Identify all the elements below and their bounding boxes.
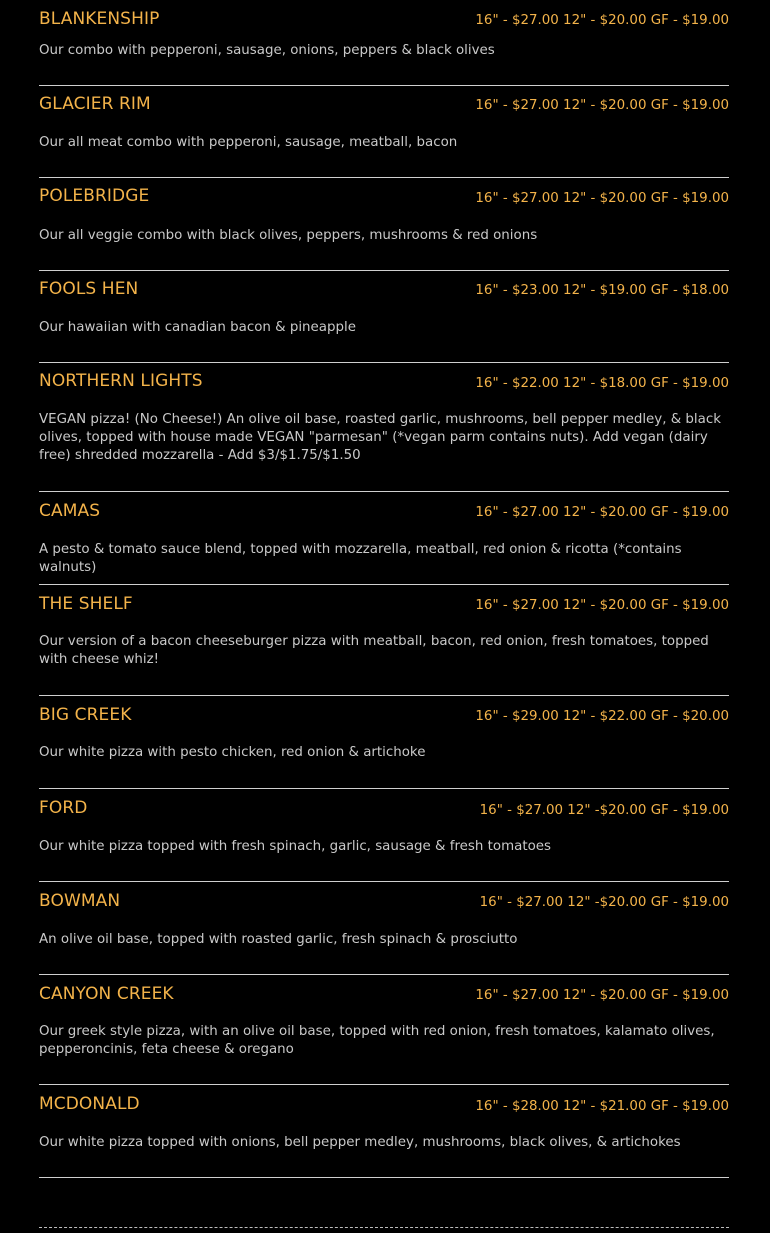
pizza-description: Our all meat combo with pepperoni, sausage, meatball, bacon — [39, 135, 458, 150]
menu-item — [39, 1085, 729, 1178]
pizza-price: 16" - $27.00 12" - $20.00 GF - $19.00 — [475, 598, 729, 613]
pizza-name: CANYON CREEK — [39, 984, 174, 1004]
pizza-description: Our all veggie combo with black olives, peppers, mushrooms & red onions — [39, 228, 538, 243]
pizza-price: 16" - $29.00 12" - $22.00 GF - $20.00 — [475, 709, 729, 724]
pizza-price: 16" - $23.00 12" - $19.00 GF - $18.00 — [475, 283, 729, 298]
pizza-name: BOWMAN — [39, 891, 121, 911]
menu-item — [39, 492, 729, 585]
pizza-price: 16" - $27.00 12" - $20.00 GF - $19.00 — [475, 988, 729, 1003]
pizza-name: THE SHELF — [39, 594, 133, 614]
menu-item — [39, 271, 729, 363]
pizza-name: CAMAS — [39, 501, 101, 521]
pizza-name: GLACIER RIM — [39, 94, 151, 114]
menu-item — [39, 789, 729, 882]
pizza-price: 16" - $27.00 12" -$20.00 GF - $19.00 — [479, 895, 729, 910]
menu-item — [39, 696, 729, 789]
menu-item — [39, 0, 729, 86]
pizza-description: Our white pizza topped with fresh spinach, garlic, sausage & fresh tomatoes — [39, 839, 551, 854]
pizza-price: 16" - $27.00 12" - $20.00 GF - $19.00 — [475, 191, 729, 206]
pizza-name: MCDONALD — [39, 1094, 140, 1114]
pizza-description: Our greek style pizza, with an olive oil base, topped with red onion, fresh tomatoes, kalamato olives, pepperoncinis, feta cheese & oregano — [39, 1024, 715, 1057]
pizza-name: FORD — [39, 798, 88, 818]
menu-item — [39, 882, 729, 975]
pizza-description: An olive oil base, topped with roasted garlic, fresh spinach & prosciutto — [39, 932, 518, 947]
menu-item — [39, 363, 729, 492]
menu-item — [39, 178, 729, 271]
pizza-menu — [39, 0, 729, 1178]
pizza-description: Our hawaiian with canadian bacon & pineapple — [39, 320, 356, 335]
menu-item — [39, 86, 729, 178]
pizza-description: A pesto & tomato sauce blend, topped with mozzarella, meatball, red onion & ricotta (*contains walnuts) — [39, 542, 682, 575]
pizza-description: Our white pizza topped with onions, bell pepper medley, mushrooms, black olives, & artichokes — [39, 1135, 681, 1150]
menu-item — [39, 585, 729, 696]
pizza-price: 16" - $28.00 12" - $21.00 GF - $19.00 — [475, 1099, 729, 1114]
pizza-description: Our combo with pepperoni, sausage, onions, peppers & black olives — [39, 43, 495, 58]
pizza-name: NORTHERN LIGHTS — [39, 371, 203, 391]
pizza-description: Our white pizza with pesto chicken, red onion & artichoke — [39, 745, 426, 760]
pizza-price: 16" - $27.00 12" -$20.00 GF - $19.00 — [479, 803, 729, 818]
menu-item — [39, 975, 729, 1085]
menu-section-divider — [39, 1227, 729, 1228]
pizza-description: VEGAN pizza! (No Cheese!) An olive oil base, roasted garlic, mushrooms, bell pepper medley, & black olives, topped with house made VEGAN "parmesan" (*vegan parm contains nuts). Add vegan (dairy free) shredded mozzarella - Add $3/$1.75/$1.50 — [39, 412, 721, 463]
pizza-name: POLEBRIDGE — [39, 186, 150, 206]
pizza-description: Our version of a bacon cheeseburger pizza with meatball, bacon, red onion, fresh tomatoes, topped with cheese whiz! — [39, 634, 709, 667]
pizza-price: 16" - $22.00 12" - $18.00 GF - $19.00 — [475, 376, 729, 391]
pizza-name: BLANKENSHIP — [39, 9, 160, 29]
pizza-name: FOOLS HEN — [39, 279, 139, 299]
pizza-price: 16" - $27.00 12" - $20.00 GF - $19.00 — [475, 98, 729, 113]
pizza-price: 16" - $27.00 12" - $20.00 GF - $19.00 — [475, 13, 729, 28]
pizza-price: 16" - $27.00 12" - $20.00 GF - $19.00 — [475, 505, 729, 520]
pizza-name: BIG CREEK — [39, 705, 132, 725]
